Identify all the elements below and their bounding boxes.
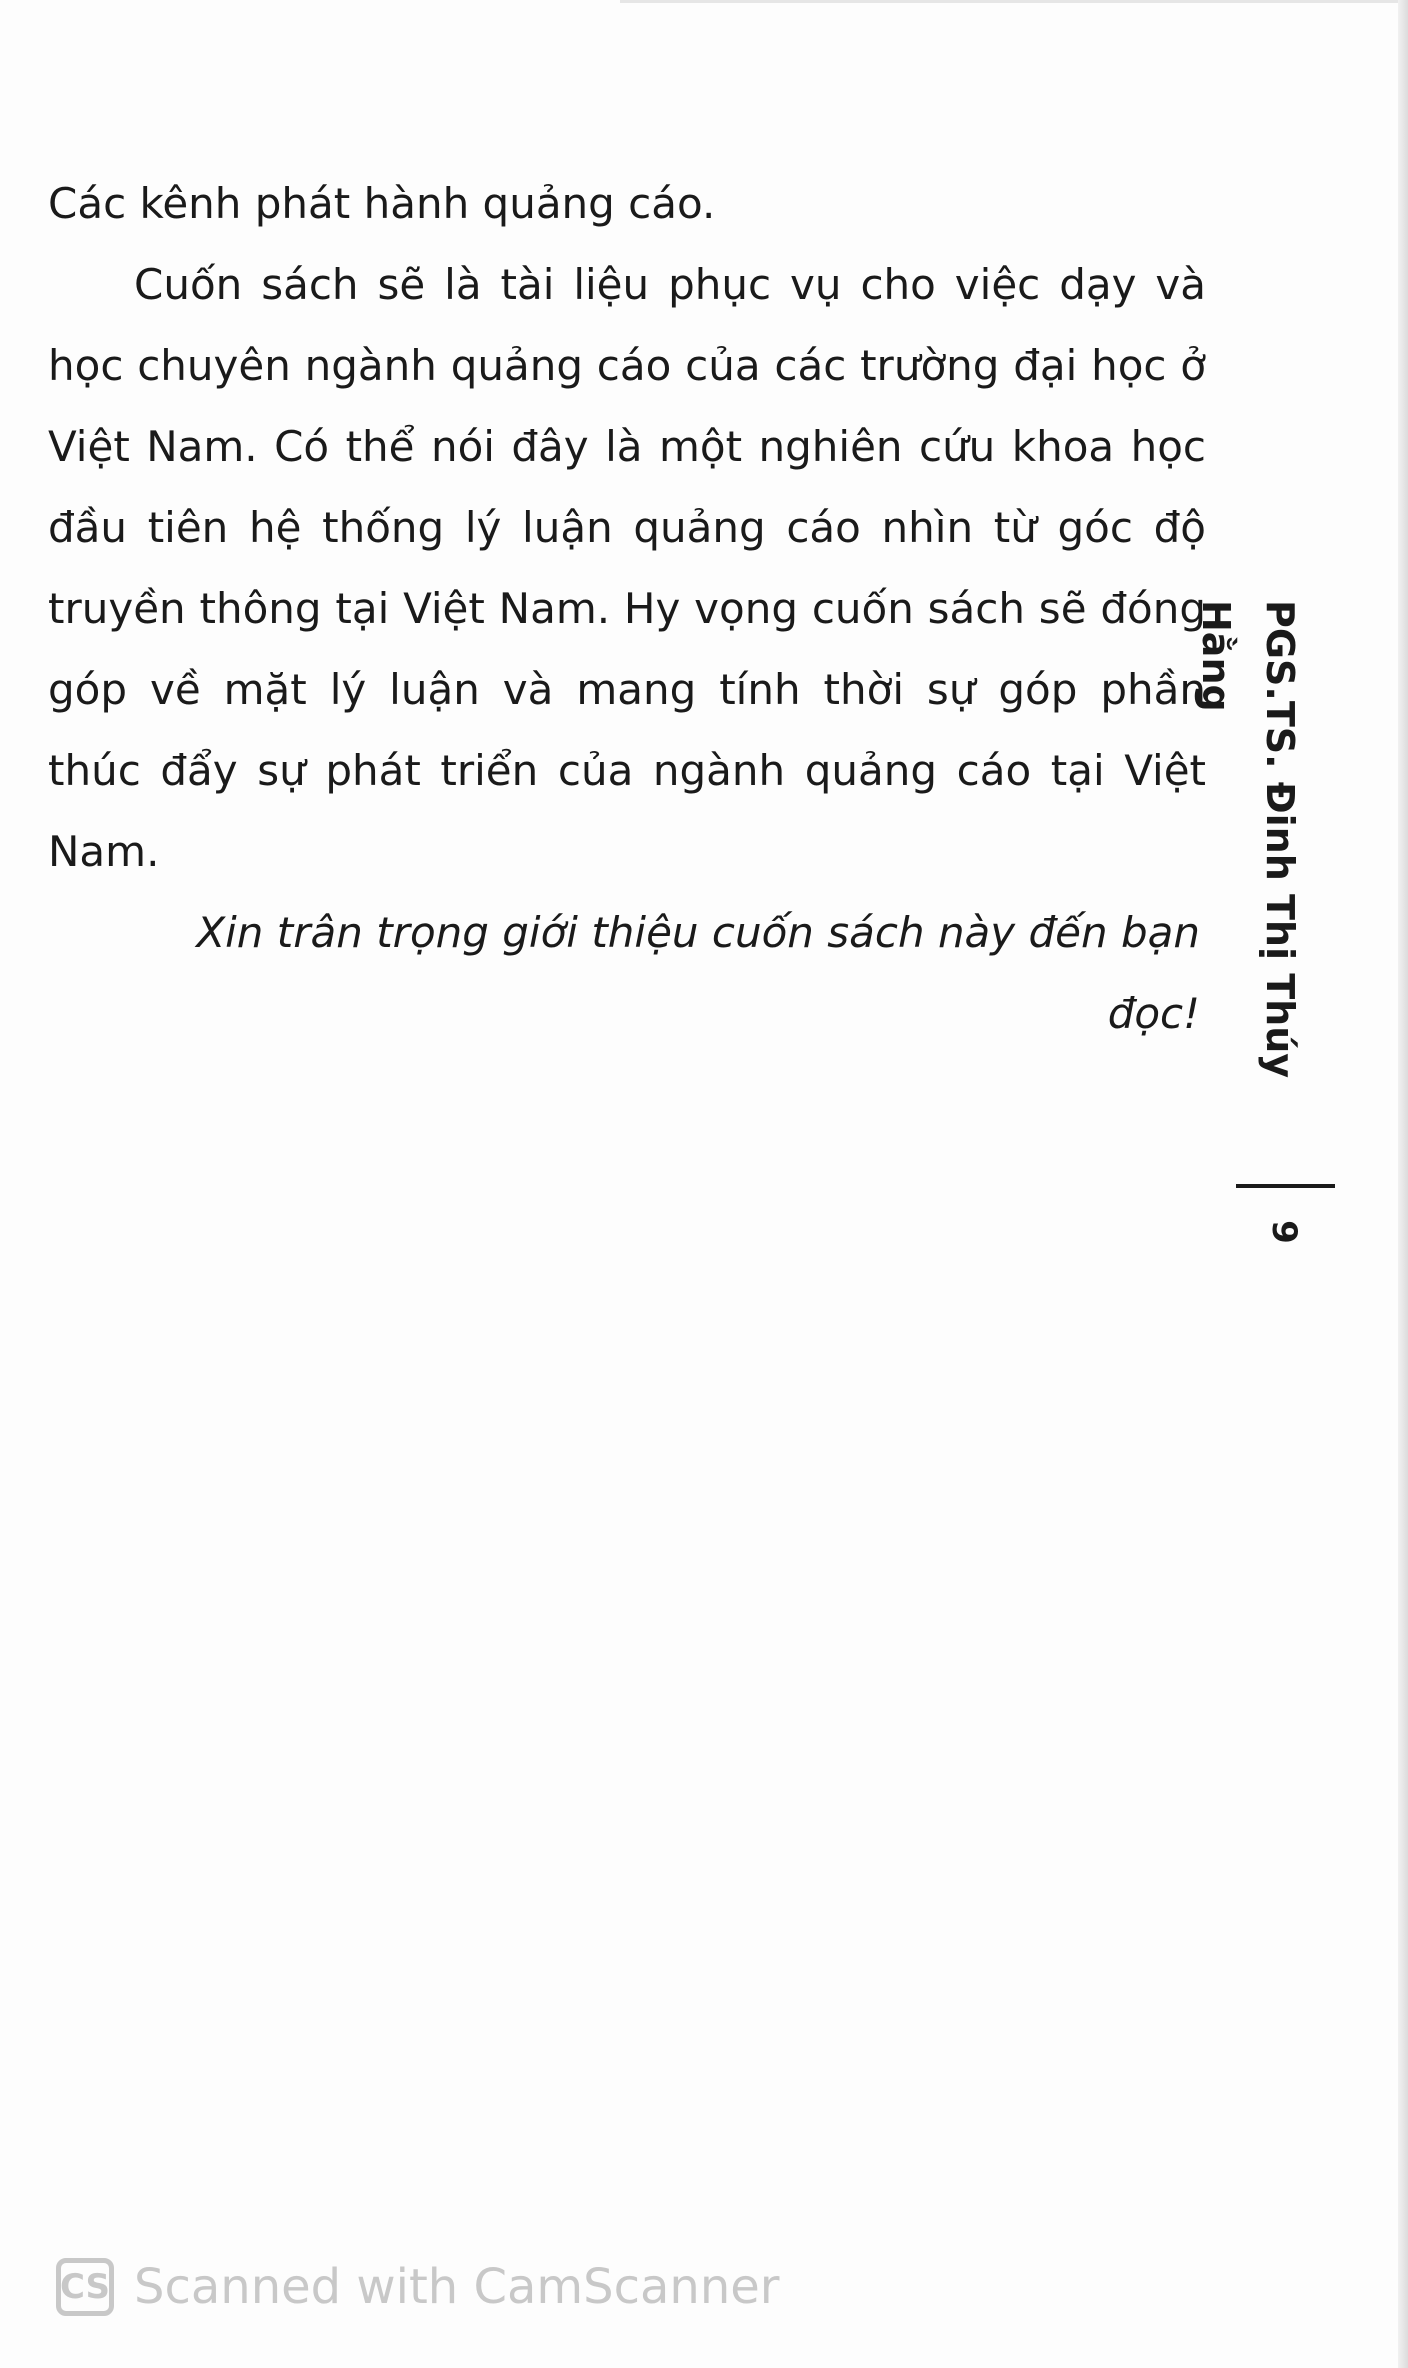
page-right-edge — [1398, 0, 1408, 2368]
watermark-text: Scanned with CamScanner — [134, 2259, 780, 2315]
scanner-watermark — [56, 2258, 780, 2316]
page-top-edge — [620, 0, 1408, 3]
paragraph-continuation: Các kênh phát hành quảng cáo. — [48, 179, 716, 228]
closing-line: Xin trân trọng giới thiệu cuốn sách này đến bạn đọc! — [196, 908, 1200, 1038]
paragraph-main: Cuốn sách sẽ là tài liệu phục vụ cho việc dạy và học chuyên ngành quảng cáo của các trường đại học ở Việt Nam. Có thể nói đây là một nghiên cứu khoa học đầu tiên hệ thống lý luận quảng cáo nhìn từ góc độ truyền thông tại Việt Nam. Hy vọng cuốn sách sẽ đóng góp về mặt lý luận và mang tính thời sự góp phần thúc đẩy sự phát triển của ngành quảng cáo tại Việt Nam. — [48, 260, 1206, 876]
page-number: 9 — [1264, 1220, 1304, 1244]
camscanner-logo-icon: CS — [56, 2258, 114, 2316]
body-text — [48, 163, 1206, 892]
running-header-author: PGS.TS. Đinh Thị Thúy Hằng — [1194, 600, 1302, 1079]
running-header-divider — [1236, 1184, 1335, 1188]
